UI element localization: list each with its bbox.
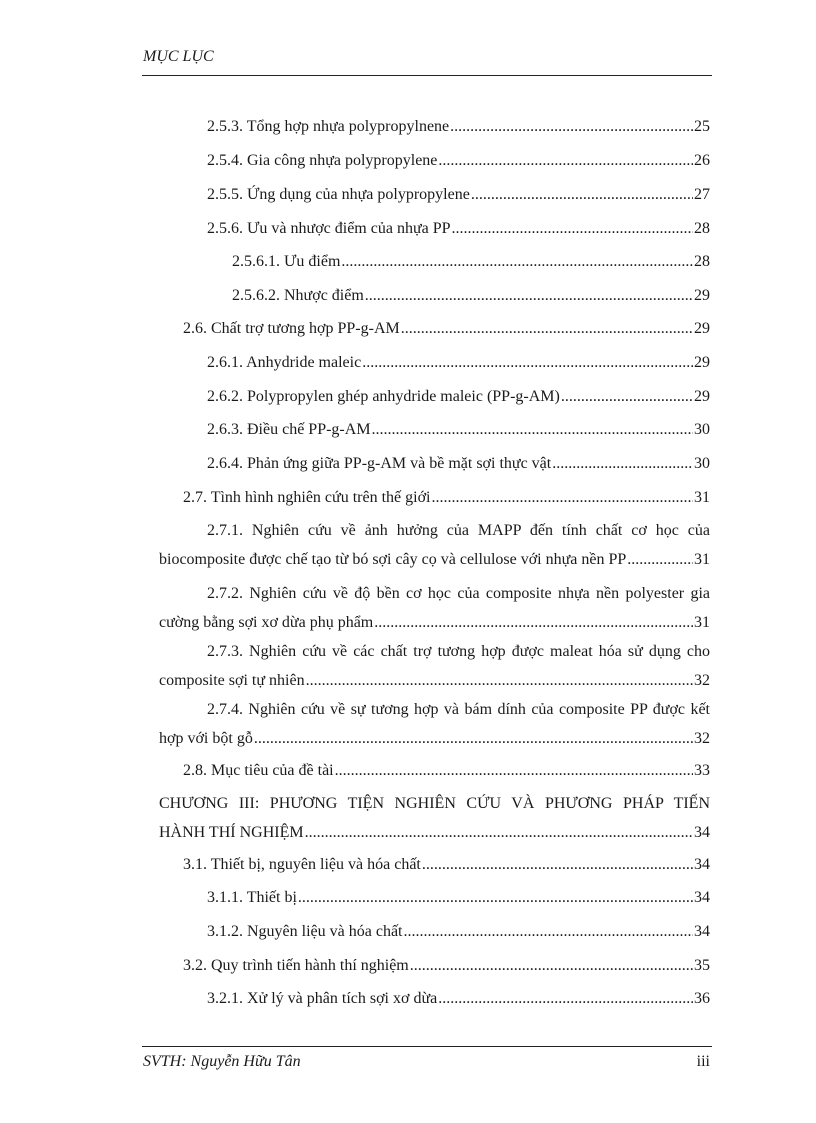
toc-entry-title-line2: hợp với bột gỗ bbox=[159, 730, 253, 747]
dot-leader bbox=[335, 761, 693, 780]
dot-leader bbox=[452, 219, 693, 238]
toc-entry-title: 2.5.6. Ưu và nhược điểm của nhựa PP bbox=[207, 220, 451, 237]
toc-entry-page: 28 bbox=[694, 253, 710, 270]
page-header-title: MỤC LỤC bbox=[143, 48, 214, 65]
toc-entry-page: 29 bbox=[694, 388, 710, 405]
toc-entry-title-line1: 2.7.3. Nghiên cứu về các chất trợ tương hợp được maleat hóa sử dụng cho bbox=[207, 643, 710, 660]
dot-leader bbox=[438, 989, 693, 1008]
toc-entry-title-line2: composite sợi tự nhiên bbox=[159, 672, 305, 689]
toc-entry[interactable] bbox=[232, 252, 710, 271]
toc-entry-page: 29 bbox=[694, 320, 710, 337]
dot-leader bbox=[404, 922, 694, 941]
dot-leader bbox=[401, 319, 693, 338]
dot-leader bbox=[471, 185, 693, 204]
toc-entry-title: 2.5.6.1. Ưu điểm bbox=[232, 253, 341, 270]
toc-entry-title-line1: 2.7.1. Nghiên cứu về ảnh hưởng của MAPP đến tính chất cơ học của bbox=[207, 522, 710, 539]
toc-entry[interactable] bbox=[159, 584, 710, 632]
toc-entry-page: 32 bbox=[694, 730, 710, 747]
dot-leader bbox=[254, 729, 693, 748]
dot-leader bbox=[431, 488, 693, 507]
toc-entry[interactable] bbox=[183, 488, 710, 507]
toc-entry-title: 2.5.3. Tổng hợp nhựa polypropylnene bbox=[207, 118, 450, 135]
toc-entry-title: 2.6.1. Anhydride maleic bbox=[207, 354, 362, 371]
dot-leader bbox=[438, 151, 693, 170]
toc-entry-page: 34 bbox=[694, 889, 710, 906]
toc-entry-page: 28 bbox=[694, 220, 710, 237]
toc-entry-page: 34 bbox=[694, 923, 710, 940]
dot-leader bbox=[298, 888, 693, 907]
toc-entry[interactable] bbox=[207, 387, 710, 406]
toc-entry-page: 30 bbox=[694, 421, 710, 438]
toc-entry-page: 33 bbox=[694, 762, 710, 779]
toc-entry-page: 34 bbox=[694, 856, 710, 873]
toc-entry-title-line1: CHƯƠNG III: PHƯƠNG TIỆN NGHIÊN CỨU VÀ PHƯƠNG PHÁP TIẾN bbox=[159, 795, 710, 812]
footer-page-number: iii bbox=[696, 1053, 710, 1070]
toc-entry-title: 2.8. Mục tiêu của đề tài bbox=[183, 762, 334, 779]
dot-leader bbox=[305, 823, 693, 842]
toc-entry-title: 2.6.2. Polypropylen ghép anhydride maleic (PP-g-AM) bbox=[207, 388, 560, 405]
toc-entry-title: 2.6. Chất trợ tương hợp PP-g-AM bbox=[183, 320, 400, 337]
footer-rule bbox=[142, 1046, 712, 1047]
dot-leader bbox=[561, 387, 693, 406]
toc-entry-title-line2: HÀNH THÍ NGHIỆM bbox=[159, 824, 304, 841]
toc-entry-page: 31 bbox=[694, 614, 710, 631]
toc-entry-title-line1: 2.7.2. Nghiên cứu về độ bền cơ học của composite nhựa nền polyester gia bbox=[207, 585, 710, 602]
dot-leader bbox=[372, 420, 693, 439]
toc-entry-title: 2.7. Tình hình nghiên cứu trên thế giới bbox=[183, 489, 431, 506]
toc-entry[interactable] bbox=[183, 761, 710, 780]
toc-entry-page: 31 bbox=[694, 489, 710, 506]
toc-entry[interactable] bbox=[207, 420, 710, 439]
dot-leader bbox=[422, 855, 693, 874]
dot-leader bbox=[341, 252, 693, 271]
dot-leader bbox=[306, 671, 693, 690]
toc-entry-title: 2.6.3. Điều chế PP-g-AM bbox=[207, 421, 371, 438]
toc-entry-page: 35 bbox=[694, 957, 710, 974]
toc-entry-page: 36 bbox=[694, 990, 710, 1007]
toc-entry[interactable] bbox=[159, 521, 710, 569]
toc-entry-page: 29 bbox=[694, 287, 710, 304]
toc-entry[interactable] bbox=[183, 855, 710, 874]
toc-entry[interactable] bbox=[159, 642, 710, 690]
dot-leader bbox=[450, 117, 693, 136]
toc-entry[interactable] bbox=[207, 151, 710, 170]
toc-entry[interactable] bbox=[207, 922, 710, 941]
toc-entry-title-line2: cường bằng sợi xơ dừa phụ phẩm bbox=[159, 614, 374, 631]
toc-entry-page: 31 bbox=[694, 551, 710, 568]
toc-entry-page: 32 bbox=[694, 672, 710, 689]
toc-entry-title: 3.1. Thiết bị, nguyên liệu và hóa chất bbox=[183, 856, 421, 873]
toc-entry-title: 2.6.4. Phản ứng giữa PP-g-AM và bề mặt sợi thực vật bbox=[207, 455, 552, 472]
toc-entry-title: 2.5.4. Gia công nhựa polypropylene bbox=[207, 152, 438, 169]
toc-entry-title: 2.5.6.2. Nhược điểm bbox=[232, 287, 364, 304]
toc-entry[interactable] bbox=[183, 956, 710, 975]
toc-chapter-entry[interactable] bbox=[159, 794, 710, 842]
toc-entry[interactable] bbox=[159, 700, 710, 748]
toc-entry-title-line2: biocomposite được chế tạo từ bó sợi cây cọ và cellulose với nhựa nền PP bbox=[159, 551, 627, 568]
toc-entry-page: 29 bbox=[694, 354, 710, 371]
toc-entry-page: 30 bbox=[694, 455, 710, 472]
dot-leader bbox=[365, 286, 693, 305]
toc-entry-title-line1: 2.7.4. Nghiên cứu về sự tương hợp và bám dính của composite PP được kết bbox=[207, 701, 710, 718]
dot-leader bbox=[552, 454, 693, 473]
footer-author: SVTH: Nguyễn Hữu Tân bbox=[143, 1053, 301, 1070]
toc-entry[interactable] bbox=[207, 117, 710, 136]
toc-entry-title: 2.5.5. Ứng dụng của nhựa polypropylene bbox=[207, 186, 470, 203]
toc-entry[interactable] bbox=[183, 319, 710, 338]
dot-leader bbox=[362, 353, 693, 372]
toc-entry[interactable] bbox=[207, 989, 710, 1008]
toc-entry[interactable] bbox=[207, 185, 710, 204]
toc-entry-page: 25 bbox=[694, 118, 710, 135]
header-rule bbox=[142, 75, 712, 76]
toc-entry[interactable] bbox=[232, 286, 710, 305]
toc-entry-title: 3.1.1. Thiết bị bbox=[207, 889, 297, 906]
toc-entry-title: 3.2.1. Xử lý và phân tích sợi xơ dừa bbox=[207, 990, 438, 1007]
dot-leader bbox=[627, 550, 693, 569]
toc-entry[interactable] bbox=[207, 353, 710, 372]
toc-entry-page: 26 bbox=[694, 152, 710, 169]
dot-leader bbox=[410, 956, 693, 975]
toc-entry[interactable] bbox=[207, 219, 710, 238]
toc-entry-title: 3.2. Quy trình tiến hành thí nghiệm bbox=[183, 957, 409, 974]
toc-entry-title: 3.1.2. Nguyên liệu và hóa chất bbox=[207, 923, 403, 940]
toc-entry-page: 34 bbox=[694, 824, 710, 841]
toc-entry[interactable] bbox=[207, 454, 710, 473]
toc-entry[interactable] bbox=[207, 888, 710, 907]
toc-entry-page: 27 bbox=[694, 186, 710, 203]
dot-leader bbox=[374, 613, 693, 632]
